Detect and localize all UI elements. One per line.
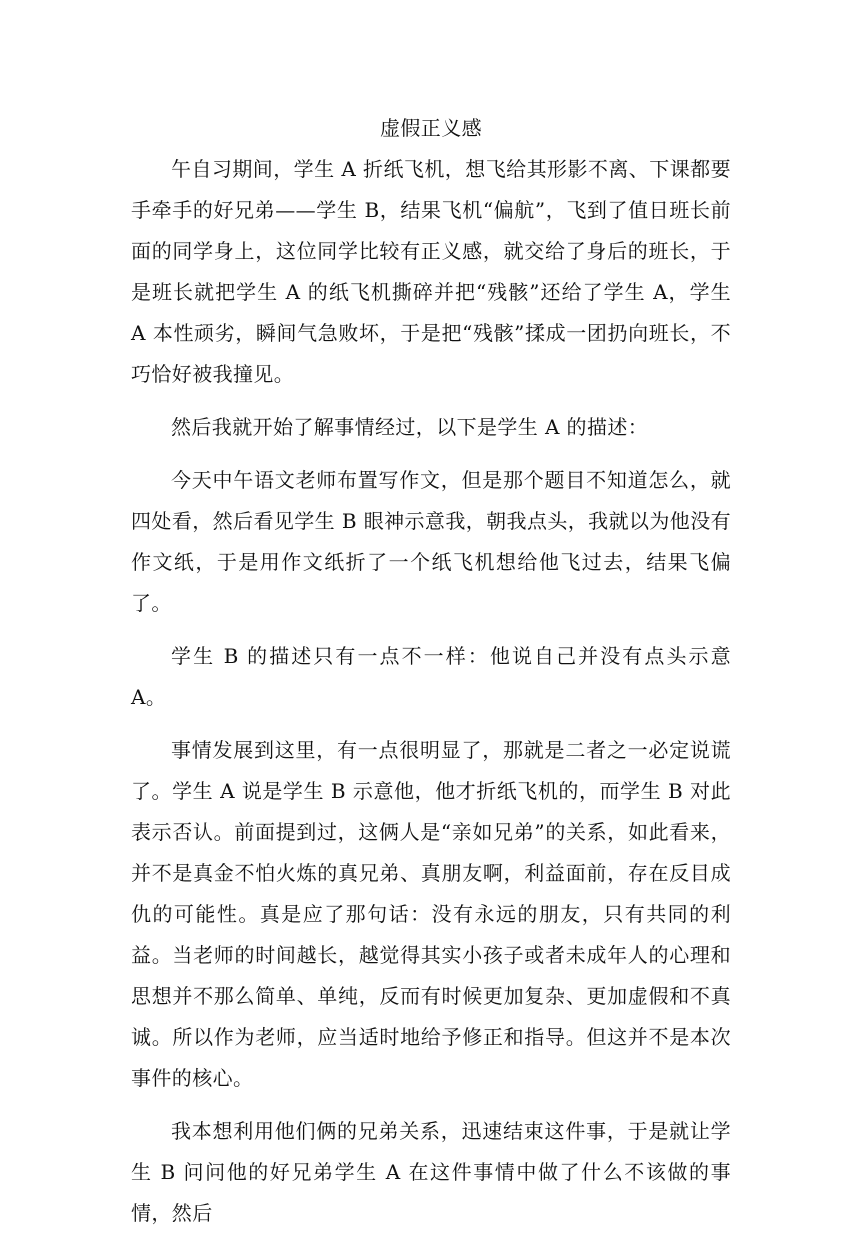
paragraph: 午自习期间，学生 A 折纸飞机，想飞给其形影不离、下课都要手牵手的好兄弟——学生 B，结果飞机“偏航”，飞到了值日班长前面的同学身上，这位同学比较有正义感，就交给了身后的班长，于是班长就把学生 A 的纸飞机撕碎并把“残骸”还给了学生 A，学生 A 本性顽劣，瞬间气急败坏，于是把“残骸”揉成一团扔向班长，不巧恰好被我撞见。 <box>131 157 731 386</box>
paragraph: 事情发展到这里，有一点很明显了，那就是二者之一必定说谎了。学生 A 说是学生 B 示意他，他才折纸飞机的，而学生 B 对此表示否认。前面提到过，这俩人是“亲如兄弟”的关系，如此看来，并不是真金不怕火炼的真兄弟、真朋友啊，利益面前，存在反目成仇的可能性。真是应了那句话：没有永远的朋友，只有共同的利益。当老师的时间越长，越觉得其实小孩子或者未成年人的心理和思想并不那么简单、单纯，反而有时候更加复杂、更加虚假和不真诚。所以作为老师，应当适时地给予修正和指导。但这并不是本次事件的核心。 <box>131 738 731 1090</box>
paragraph: 今天中午语文老师布置写作文，但是那个题目不知道怎么，就四处看，然后看见学生 B 眼神示意我，朝我点头，我就以为他没有作文纸，于是用作文纸折了一个纸飞机想给他飞过去，结果飞偏了。 <box>131 468 731 615</box>
paragraph: 然后我就开始了解事情经过，以下是学生 A 的描述： <box>171 415 649 439</box>
paragraph: 学生 B 的描述只有一点不一样：他说自己并没有点头示意 A。 <box>131 644 731 709</box>
document-page <box>131 108 731 1246</box>
paragraph: 我本想利用他们俩的兄弟关系，迅速结束这件事，于是就让学生 B 问问他的好兄弟学生 A 在这件事情中做了什么不该做的事情，然后 <box>131 1119 731 1225</box>
document-title: 虚假正义感 <box>380 116 482 140</box>
